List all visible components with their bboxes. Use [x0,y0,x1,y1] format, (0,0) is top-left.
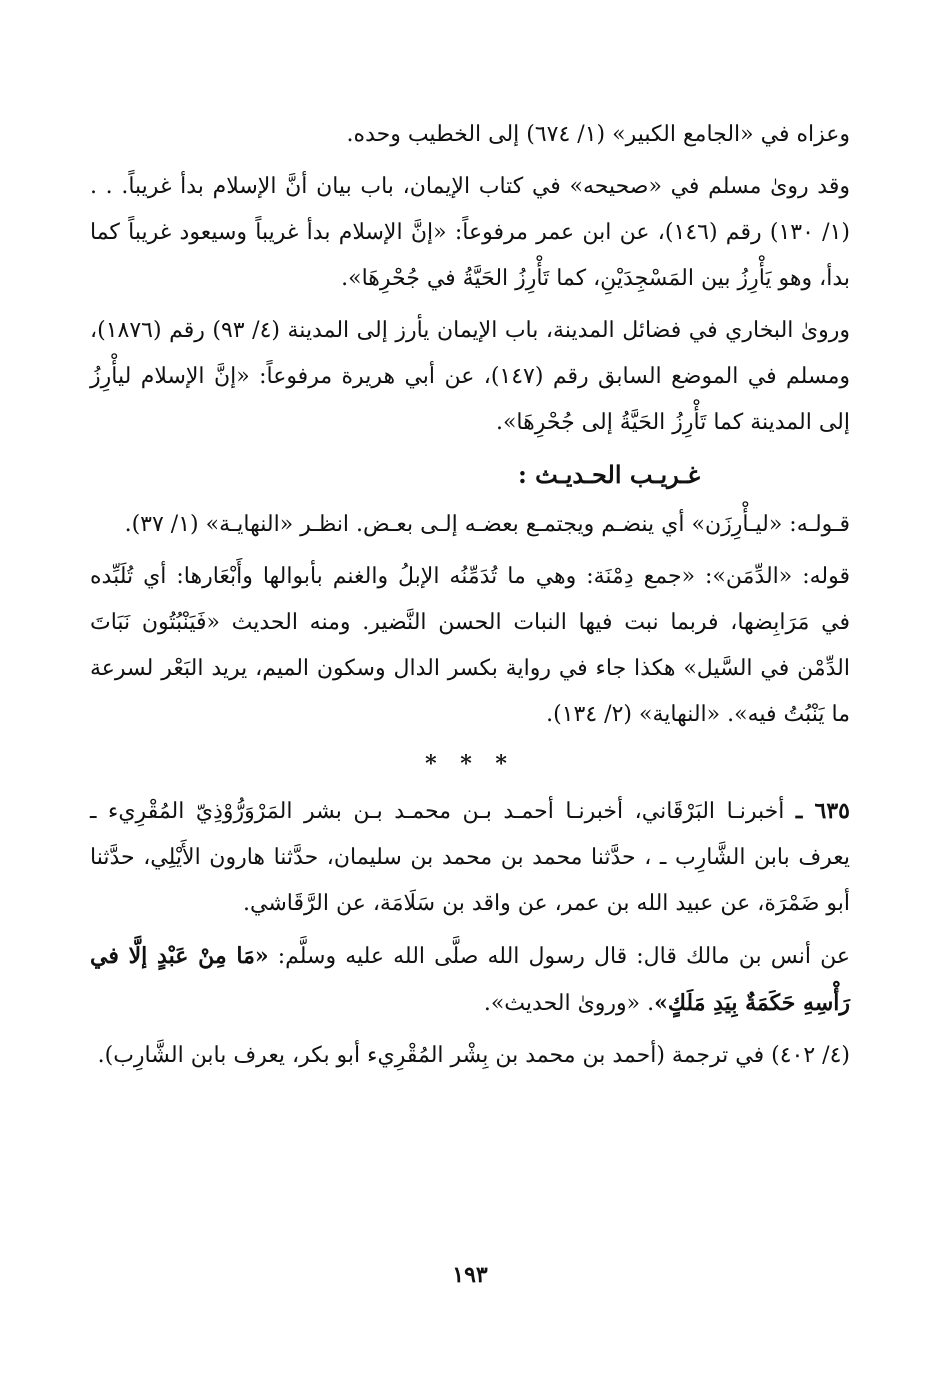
hadith-matn-intro: عن أنس بن مالك قال: قال رسول الله صلَّى الله عليه وسلَّم: [268,944,851,969]
paragraph-muslim-narration: وقد روىٰ مسلم في «صحيحه» في كتاب الإيمان، باب بيان أنَّ الإسلام بدأ غريباً. . . (١/ ١٣٠) رقم (١٤٦)، عن ابن عمر مرفوعاً: «إنَّ الإسلام بدأ غريباً وسيعود غريباً كما بدأ، وهو يَأْرِزُ بين المَسْجِدَيْنِ، كما تَأْرِزُ الحَيَّةُ في جُحْرِهَا». [90,174,851,291]
paragraph-attribution: وعزاه في «الجامع الكبير» (١/ ٦٧٤) إلى الخطيب وحده. [346,122,850,147]
hadith-number: ٦٣٥ ـ [795,798,850,824]
hadith-matn: «مَا مِنْ عَبْدٍ إلَّا في رَأْسِهِ حَكَمَةٌ بِيَدِ مَلَكٍ» [90,943,850,1016]
paragraph-bukhari-narration: وروىٰ البخاري في فضائل المدينة، باب الإيمان يأرز إلى المدينة (٤/ ٩٣) رقم (١٨٧٦)، ومسلم في الموضع السابق رقم (١٤٧)، عن أبي هريرة مرفوعاً: «إنَّ الإسلام ليأْرِزُ إلى المدينة كما تَأْرِزُ الحَيَّةُ إلى جُحْرِهَا». [90,318,851,435]
page-body [90,112,850,1085]
hadith-isnad: أخبرنـا البَرْقَاني، أخبرنـا أحمـد بـن محمـد بـن بشر المَرْوَرُّوْذِيّ المُقْرِيء ـ يعرف بابن الشَّارِب ـ ، حدَّثنا محمد بن محمد بن سليمان، حدَّثنا هارون الأَيْلِي، حدَّثنا أبو ضَمْرَة، عن عبيد الله بن عمر، عن واقد بن سَلَامَة، عن الرَّقَاشي. [90,799,850,916]
paragraph-gharib-yarizan: قـولـه: «ليـأْرِزَن» أي ينضـم ويجتمـع بعضـه إلـى بعـض. انظـر «النهايـة» (١/ ٣٧). [124,512,850,537]
page-number: ١٩٣ [452,1262,488,1288]
hadith-isnad-paragraph [90,788,850,927]
section-separator: * * * [425,751,515,777]
paragraph-gharib-diman: قوله: «الدِّمَن»: «جمع دِمْنَة: وهي ما تُدَمِّنُه الإبلُ والغنم بأبوالها وأَبْعَارها: أي تُلَبِّده في مَرَابِضها، فربما نبت فيها النبات الحسن النَّضير. ومنه الحديث «فَيَنْبُتُون نَبَاتَ الدِّمْن في السَّيل» هكذا جاء في رواية بكسر الدال وسكون الميم، يريد البَعْر لسرعة ما يَنْبُتُ فيه». «النهاية» (٢/ ١٣٤). [90,564,850,727]
hadith-matn-paragraph [90,933,850,1027]
hadith-matn-tail: . «وروىٰ الحديث». [483,991,655,1016]
hadith-source-note: (٤/ ٤٠٢) في ترجمة (أحمد بن محمد بن بِشْر المُقْرِيء أبو بكر، يعرف بابن الشَّارِب). [97,1043,850,1068]
section-heading-gharib: غـريـب الحـديـث : [517,460,700,489]
